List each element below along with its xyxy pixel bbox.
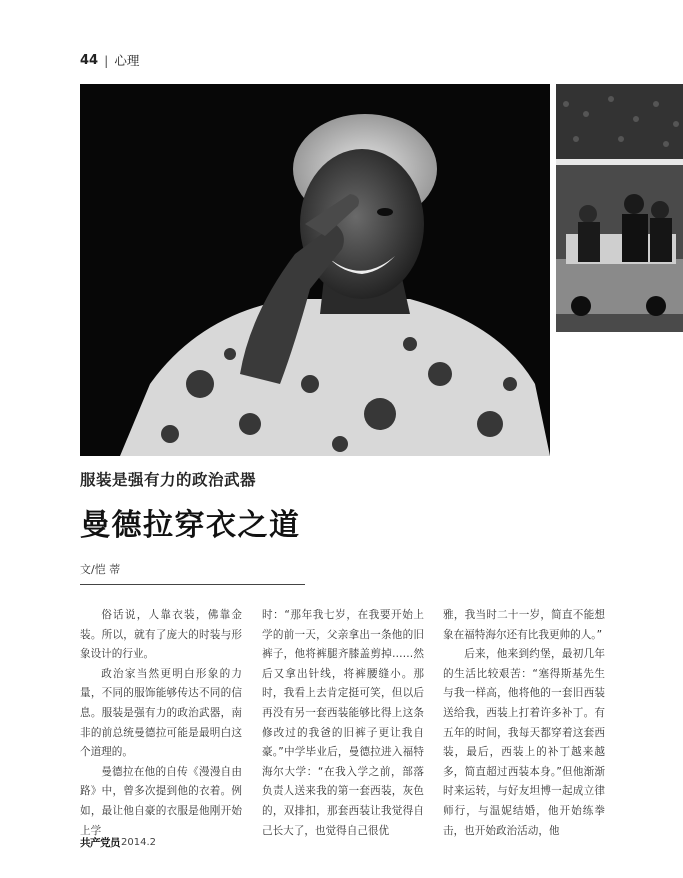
- paragraph: 政治家当然更明白形象的力量，不同的服饰能够传达不同的信息。服装是强有力的政治武器，南非的前总统曼德拉可能是最明白这个道理的。: [80, 667, 242, 759]
- byline-divider: [80, 584, 305, 585]
- paragraph: 俗话说，人靠衣装，佛靠金装。所以，就有了庞大的时装与形象设计的行业。: [80, 609, 242, 661]
- page-footer: [80, 835, 156, 850]
- article-subtitle: 服装是强有力的政治武器: [80, 470, 257, 489]
- section-label: 心理: [114, 53, 140, 68]
- page-header: [80, 51, 139, 69]
- page-number: 44: [80, 52, 99, 68]
- article-byline: 文/恺 蒂: [80, 563, 121, 576]
- side-photo: [556, 84, 683, 332]
- paragraph: 雅，我当时二十一岁，简直不能想象在福特海尔还有比我更帅的人。”: [443, 609, 605, 641]
- article-title: 曼德拉穿衣之道: [80, 508, 301, 543]
- main-photo: [80, 84, 550, 456]
- header-separator: |: [104, 52, 109, 68]
- magazine-masthead: 共产党员: [80, 837, 120, 849]
- paragraph: 时：“那年我七岁，在我要开始上学的前一天，父亲拿出一条他的旧裤子，他将裤腿齐膝盖剪掉……然后又拿出针线，将裤腰缝小。那时，我看上去肯定挺可笑，但以后再没有另一套西装能够比得上这条修改过的我爸的旧裤子更让我自豪。”中学毕业后，曼德拉进入福特海尔大学：“在我入学之前，部落负责人送来我的第一套西装，灰色的，双排扣，那套西装让我觉得自己长大了，也觉得自己很优: [262, 609, 424, 837]
- paragraph: 曼德拉在他的自传《漫漫自由路》中，曾多次提到他的衣着。例如，最让他自豪的衣服是他刚开始上学: [80, 765, 242, 837]
- paragraph: 后来，他来到约堡，最初几年的生活比较艰苦：“塞得斯基先生与我一样高，他将他的一套旧西装送给我，西装上打着许多补丁。有五年的时间，我每天都穿着这套西装，最后，西装上的补丁越来越多，简直超过西装本身。”但他渐渐时来运转，与好友坦博一起成立律师行，与温妮结婚，他开始练拳击，也开始政治活动，他: [443, 648, 605, 837]
- body-column-3: [443, 606, 605, 841]
- body-column-2: [262, 606, 424, 841]
- issue-number: 2014.2: [121, 837, 156, 848]
- body-column-1: [80, 606, 242, 841]
